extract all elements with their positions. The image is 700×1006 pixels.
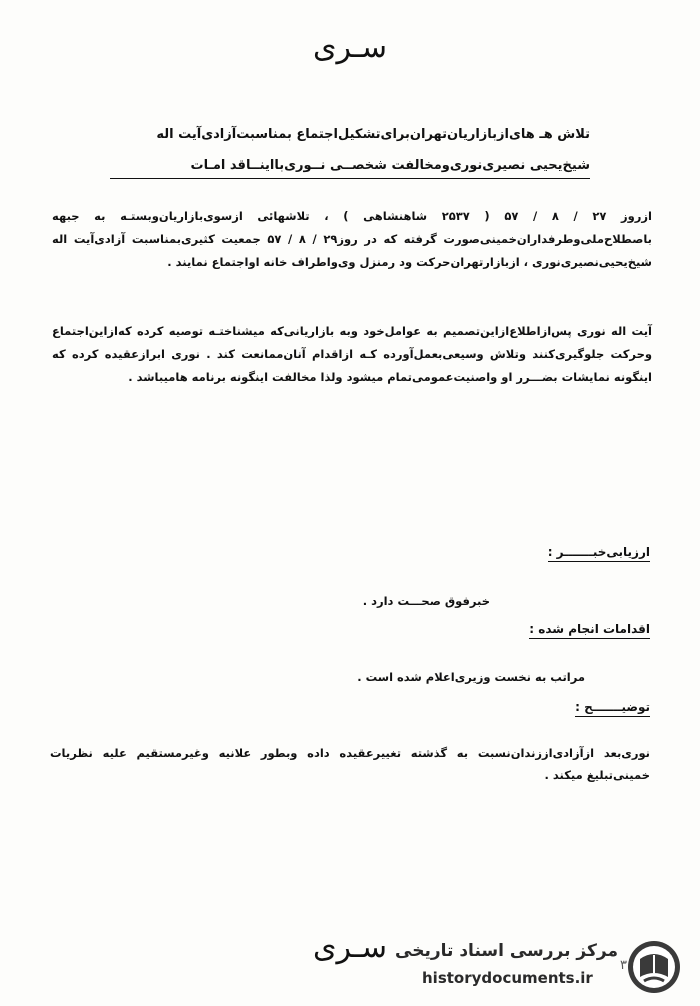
archive-logo-icon [626,939,682,995]
note-paragraph: نوری‌بعد ازآزادی‌اززندان‌نسبت به گذشته تغییرعقیده داده وبطور علانیه وغیرمستقیم علیه نظریات خمینی‌تبلیغ میکند . [50,746,650,782]
body-paragraph-2: آیت اله نوری پس‌ازاطلاع‌ازاین‌تصمیم به عوامل‌خود وبه بازاریانی‌که میشناختـه توصیه کرده که‌ازاین‌اجتماع وحرکت جلوگیری‌کنند وتلاش وسیعی‌بعمل‌آورده کـه ازاقدام آنان‌ممانعت کند . نوری ابرازعقیده کرده که اینگونه نمایشات بضـــرر او واصنیت‌عمومی‌تمام میشود ولذا مخالفت اینگونه برنامه هامیباشد . [52,324,652,384]
archive-title: مرکز بررسی اسناد تاریخی [395,941,618,961]
evaluation-text: خبرفوق صحـــت دارد . [362,594,490,608]
evaluation-label-text: ارزیابی‌خبـــــــر : [548,545,650,562]
actions-label [529,622,650,636]
body-paragraph-1: ازروز ۲۷ / ۸ / ۵۷ ( ۲۵۳۷ شاهنشاهی ) ، تلاشهائی ازسوی‌بازاریان‌وبستـه به جبهه باصطلاح‌ملی‌وطرفداران‌خمینی‌صورت گرفته که در روز۲۹ / ۸ / ۵۷ جمعیت کثیری‌بمناسبت آزادی‌آیت اله شیخ‌یحیی‌نصیری‌نوری ، ازبازارتهران‌حرکت ود رمنزل وی‌واطراف خانه‌ اواجتماع نمایند . [52,209,652,269]
note-label-text: توضیـــــــح : [575,700,650,717]
evaluation-label [548,545,650,559]
page-number: ۳ [620,958,627,973]
archive-url: historydocuments.ir [422,969,593,987]
note-label [575,700,650,714]
subject-heading-line-2: شیخ‌یحیی نصیری‌نوری‌ومخالفت‌ شخصــی نــوری‌بااینــاقد امـات [110,158,590,179]
classification-mark-top: سـری [313,30,387,65]
subject-heading-line-1: تلاش هـ های‌ازبازاریان‌تهران‌برای‌تشکیل‌اجتماع بمناسبت‌آزادی‌آیت اله [156,127,590,142]
actions-text: مراتب به نخست وزیری‌اعلام شده است . [357,670,585,684]
archive-watermark [395,937,688,999]
actions-label-text: اقدامات انجام شده : [529,622,650,639]
classification-mark-bottom: سـری [313,930,387,965]
